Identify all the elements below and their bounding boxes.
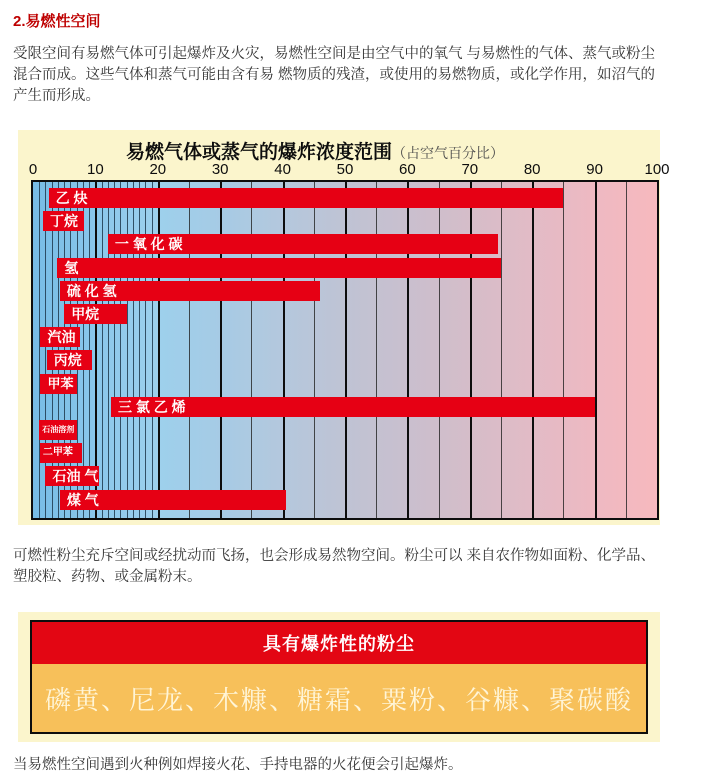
bar-label: 甲苯	[47, 375, 74, 391]
explosive-dust-banner	[18, 612, 660, 742]
chart-title	[0, 137, 636, 164]
bar-petroleum-gas	[45, 466, 98, 486]
gridline	[108, 182, 109, 518]
axis-tick-label: 100	[644, 161, 670, 178]
axis-tick-label: 80	[523, 161, 541, 178]
gridline	[152, 182, 153, 518]
bar-butane	[43, 211, 84, 231]
gridline	[595, 182, 597, 518]
gridline	[251, 182, 252, 518]
axis-tick-label: 0	[28, 161, 38, 178]
bar-label: 丁烷	[49, 213, 78, 230]
bar-label: 石油溶剂	[42, 425, 75, 434]
bar-label: 三 氯 乙 烯	[118, 398, 186, 415]
gridline	[145, 182, 146, 518]
bar-label: 石油 气	[52, 468, 99, 485]
gridline	[470, 182, 472, 518]
bar-carbon-monoxide	[108, 234, 498, 254]
gridline	[626, 182, 627, 518]
paragraph-combustible-dust: 可燃性粉尘充斥空间或经扰动而飞扬，也会形成易然物空间。粉尘可以 来自农作物如面粉、化学品、塑胶粒、药物、或金属粉末。	[13, 548, 656, 585]
chart-title-text: 易燃气体或蒸气的爆炸浓度范围	[125, 142, 392, 163]
bar-toluene	[40, 374, 77, 394]
axis-tick-label: 60	[399, 161, 416, 178]
bar-label: 硫 化 氢	[66, 282, 117, 299]
axis-tick-label: 50	[336, 161, 354, 178]
bar-label: 一 氧 化 碳	[114, 236, 183, 253]
bar-label: 乙 炔	[55, 190, 88, 206]
gridline	[220, 182, 222, 518]
bar-methane	[64, 304, 126, 324]
dust-banner-box	[30, 620, 648, 734]
gridline	[532, 182, 534, 518]
plot-area	[31, 180, 659, 520]
paragraph-ignition-sources: 当易燃性空间遇到火种例如焊接火花、手持电器的火花便会引起爆炸。	[13, 757, 463, 773]
bar-label: 汽油	[47, 329, 76, 346]
gridline	[501, 182, 502, 518]
axis-tick-label: 20	[149, 161, 167, 178]
gridline	[127, 182, 128, 518]
gridline	[657, 182, 659, 518]
bar-acetylene	[49, 188, 564, 208]
bar-hydrogen	[57, 258, 501, 278]
gridline	[189, 182, 190, 518]
gridline	[102, 182, 103, 518]
axis-tick-label: 90	[586, 161, 603, 178]
axis-tick-label: 30	[211, 161, 229, 178]
chart-subtitle-text: （占空气百分比）	[392, 145, 504, 161]
gridline	[376, 182, 377, 518]
gridline	[158, 182, 160, 518]
bar-label: 煤 气	[66, 491, 99, 508]
bar-coal-gas	[60, 490, 286, 510]
bar-hydrogen-sulfide	[60, 281, 320, 301]
bar-label: 二甲苯	[42, 447, 73, 459]
bar-gasoline	[40, 327, 80, 347]
paragraph-flammable-space: 受限空间有易燃气体可引起爆炸及火灾，易燃性空间是由空气中的氧气 与易燃性的气体、蒸气或粉尘混合而成。这些气体和蒸气可能由含有易 燃物质的残渣，或使用的易燃物质，或化学作用，如沼气的产生而形成。	[13, 46, 656, 104]
bar-label: 氢	[64, 259, 79, 276]
gridline	[114, 182, 115, 518]
gridline	[120, 182, 121, 518]
gridline	[39, 182, 40, 518]
gridline	[139, 182, 140, 518]
x-axis-tick-labels	[28, 161, 670, 179]
gridline	[563, 182, 564, 518]
bar-trichloroethylene	[111, 397, 595, 417]
gridline	[314, 182, 315, 518]
bar-propane	[47, 350, 93, 370]
bar-label: 丙烷	[53, 352, 82, 369]
axis-tick-label: 70	[461, 161, 479, 178]
explosive-range-chart-figure	[18, 130, 670, 525]
bar-label: 甲烷	[71, 306, 100, 322]
axis-tick-label: 10	[87, 161, 104, 178]
gridline	[283, 182, 285, 518]
gridline	[439, 182, 440, 518]
axis-tick-label: 40	[274, 161, 291, 178]
dust-banner-items: 磷黄、尼龙、木糠、糖霜、粟粉、谷糠、聚碳酸	[32, 664, 646, 732]
gridline	[345, 182, 347, 518]
section-heading: 2.易燃性空间	[13, 13, 101, 30]
bar-petroleum-solvent	[39, 420, 76, 440]
dust-banner-title: 具有爆炸性的粉尘	[32, 622, 646, 664]
bar-xylene	[40, 443, 82, 463]
gridline	[133, 182, 134, 518]
gridline	[407, 182, 409, 518]
